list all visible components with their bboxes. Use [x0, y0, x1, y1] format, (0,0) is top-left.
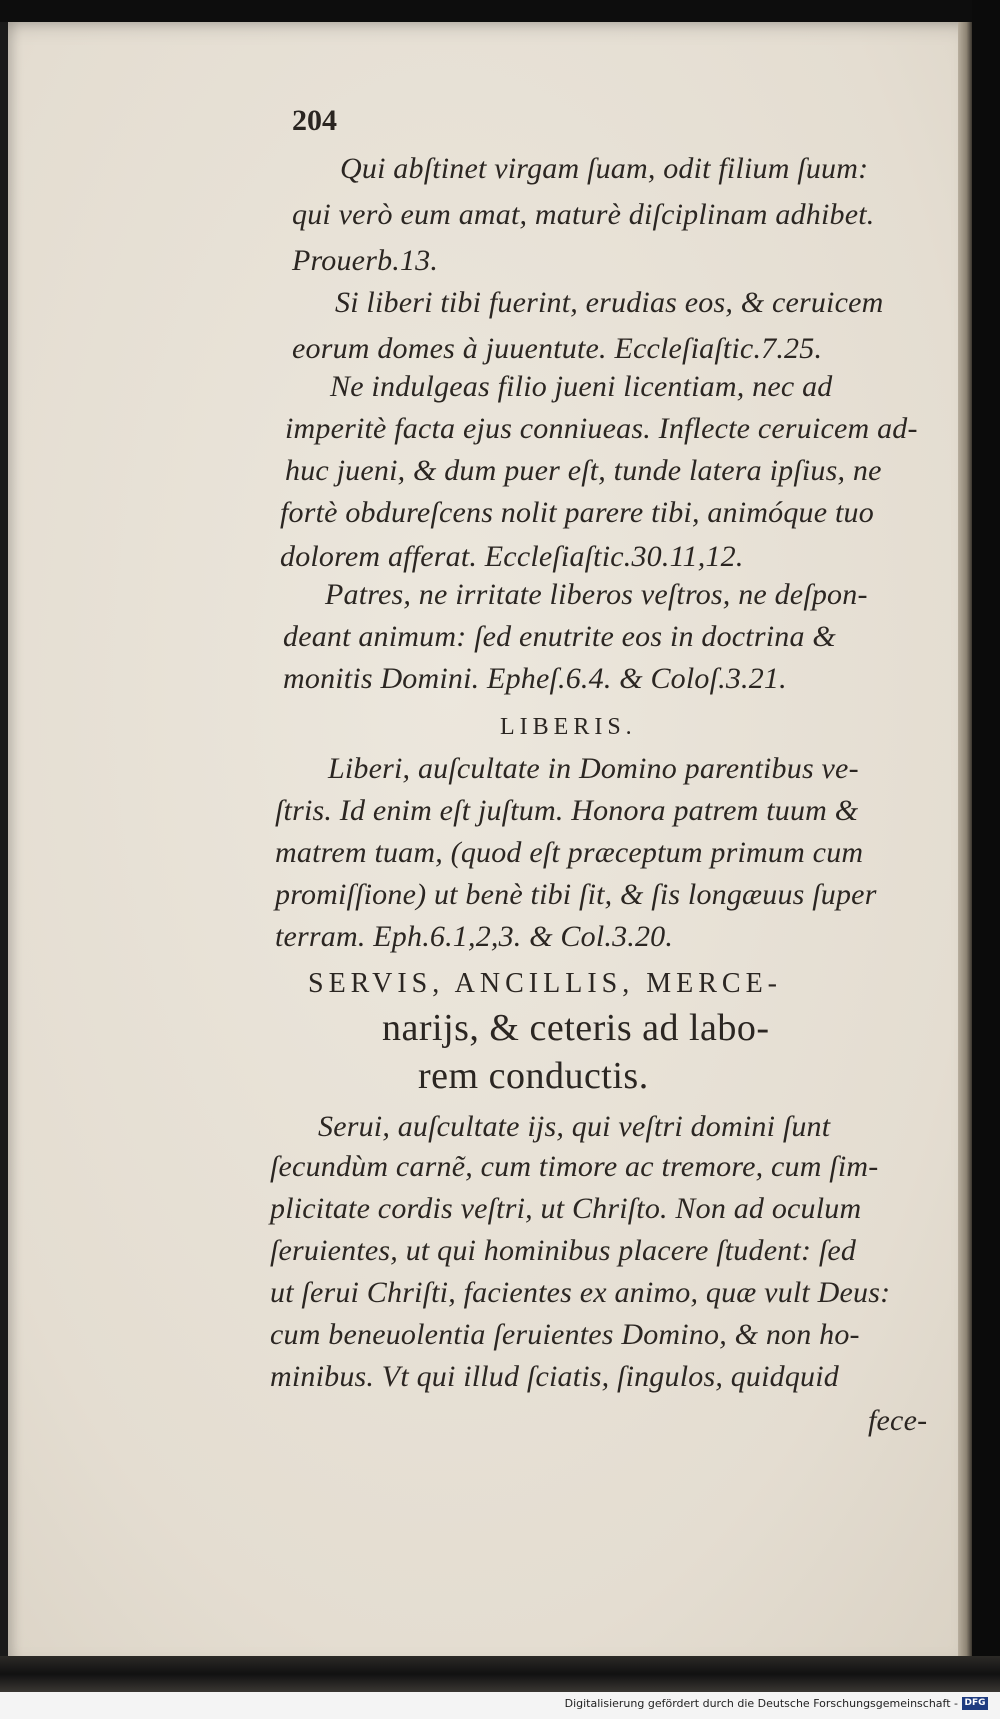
- text-line: minibus. Vt qui illud ſciatis, ſingulos, quidquid: [270, 1360, 839, 1393]
- page-number: 204: [292, 104, 337, 137]
- text-line: Si liberi tibi fuerint, erudias eos, & ceruicem: [335, 286, 884, 319]
- section-heading-servis-line3: rem conductis.: [418, 1055, 649, 1097]
- text-line: deant animum: ſed enutrite eos in doctrina &: [283, 620, 836, 653]
- text-line: dolorem afferat. Eccleſiaſtic.30.11,12.: [280, 540, 744, 573]
- text-line: Liberi, auſcultate in Domino parentibus ve-: [328, 752, 859, 785]
- text-line: fortè obdureſcens nolit parere tibi, animóque tuo: [280, 496, 874, 529]
- section-heading-liberis: LIBERIS.: [500, 714, 637, 740]
- text-line: eorum domes à juuentute. Eccleſiaſtic.7.25.: [292, 332, 823, 365]
- text-line: monitis Domini. Epheſ.6.4. & Coloſ.3.21.: [283, 662, 787, 695]
- text-line: imperitè facta ejus conniueas. Inflecte ceruicem ad-: [285, 412, 918, 445]
- text-line: ſecundùm carnẽ, cum timore ac tremore, cum ſim-: [270, 1150, 879, 1183]
- text-line: matrem tuam, (quod eſt præceptum primum cum: [275, 836, 864, 869]
- dfg-logo-icon: DFG: [962, 1697, 988, 1710]
- section-heading-servis-line2: narijs, & ceteris ad labo-: [382, 1007, 770, 1049]
- text-line: ut ſerui Chriſti, facientes ex animo, quæ vult Deus:: [270, 1276, 891, 1309]
- text-line: ſeruientes, ut qui hominibus placere ſtudent: ſed: [270, 1234, 857, 1267]
- text-line: qui verò eum amat, maturè diſciplinam adhibet.: [292, 198, 875, 231]
- text-line: Serui, auſcultate ijs, qui veſtri domini ſunt: [318, 1110, 831, 1143]
- text-line: Patres, ne irritate liberos veſtros, ne deſpon-: [325, 578, 868, 611]
- text-line: ſtris. Id enim eſt juſtum. Honora patrem tuum &: [275, 794, 859, 827]
- text-line: plicitate cordis veſtri, ut Chriſto. Non ad oculum: [270, 1192, 862, 1225]
- footer-credit: Digitalisierung gefördert durch die Deutsche Forschungsgemeinschaft -: [564, 1697, 958, 1710]
- text-line: promiſſione) ut benè tibi ſit, & ſis longæuus ſuper: [275, 878, 877, 911]
- section-heading-servis-line1: SERVIS, ANCILLIS, MERCE-: [308, 968, 783, 999]
- text-line: terram. Eph.6.1,2,3. & Col.3.20.: [275, 920, 674, 953]
- catchword: fece-: [868, 1404, 928, 1437]
- text-line: Ne indulgeas filio jueni licentiam, nec ad: [330, 370, 833, 403]
- text-line: huc jueni, & dum puer eſt, tunde latera ipſius, ne: [285, 454, 882, 487]
- text-line: Qui abſtinet virgam ſuam, odit filium ſuum:: [340, 152, 869, 185]
- text-line: Prouerb.13.: [292, 244, 439, 277]
- text-line: cum beneuolentia ſeruientes Domino, & non ho-: [270, 1318, 860, 1351]
